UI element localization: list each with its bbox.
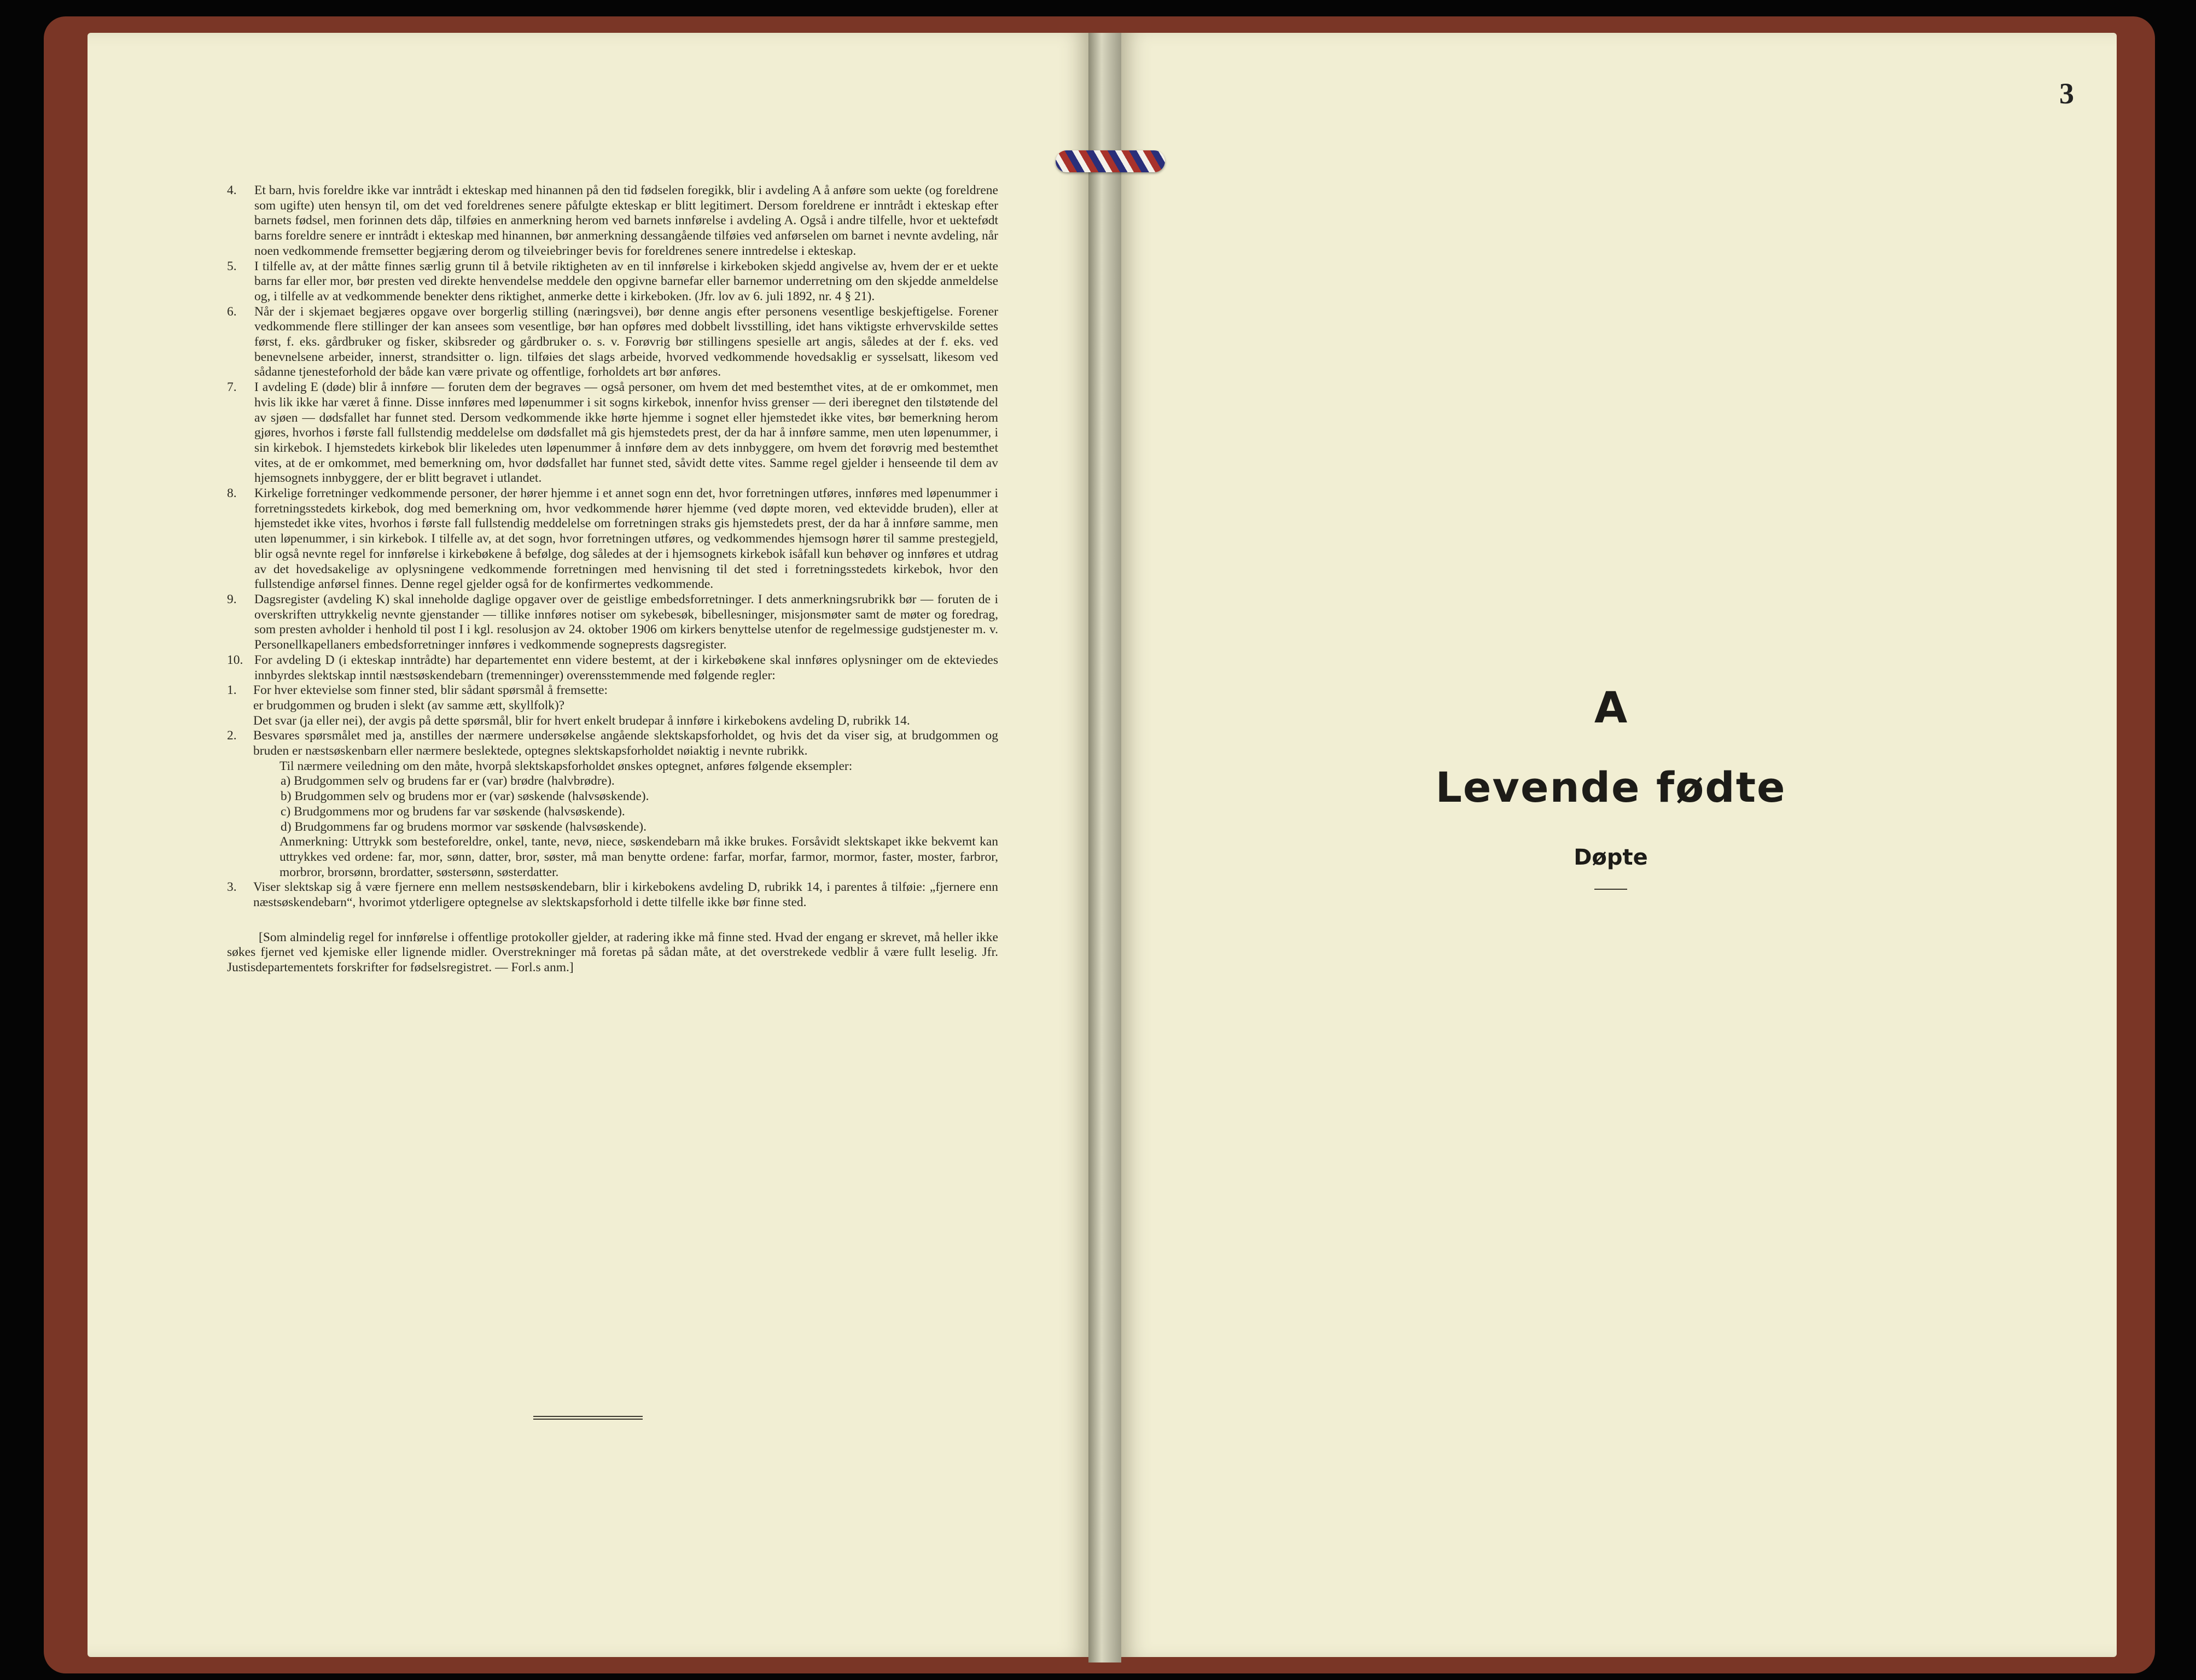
section-letter: A xyxy=(1594,684,1628,733)
example-item: a) Brudgommen selv og brudens far er (var) brødre (halvbrødre). xyxy=(281,774,615,789)
sub-rule-text: Viser slektskap sig å være fjernere enn mellem nestsøskendebarn, blir i kirkebokens avdeling D, rubrikk 14, i parentes å tilføie: „fjernere enn næstsøskendebarn“, hvorimot ytderligere optegnelse av slektskapsforhold i dette tilfelle ikke bør finne sted. xyxy=(253,880,998,910)
rule-item xyxy=(227,259,998,305)
rule-number: 9. xyxy=(227,592,237,606)
rule-item xyxy=(227,486,998,592)
rule-text: Et barn, hvis foreldre ikke var inntrådt i ekteskap med hinannen på den tid fødselen foregikk, blir i avdeling A å anføre som uekte (og foreldrene som ugifte) uten hensyn til, om det ved foreldrenes senere påfulgte ekteskap er blitt legitimert. Dersom foreldrene er inntrådt i ekteskap efter barnets fødsel, men forinnen dets dåp, tilføies en anmerkning herom ved barnets innførelse i avdeling A. Også i andre tilfelle, hvor et uektefødt barns foreldre senere er inntrådt i ekteskap med hinannen, bør anmerkning dessangående tilføies ved anførselen om barnet i nevnte avdeling, når noen vedkommende fremsetter begjæring derom og tilveiebringer bevis for foreldrenes senere inntredelse i ekteskap. xyxy=(254,183,998,258)
rule-number: 6. xyxy=(227,304,237,319)
example-item: b) Brudgommen selv og brudens mor er (var) søskende (halvsøskende). xyxy=(281,789,649,804)
sub-rule-text: Besvares spørsmålet med ja, anstilles der nærmere undersøkelse angående slektskapsforholdet, og hvis det da viser sig, at brudgommen og bruden er næstsøskenbarn eller nærmere beslektede, optegnes slektskapsforholdet nøiaktig i nevnte rubrikk. xyxy=(253,728,998,759)
rule-item xyxy=(227,183,998,259)
rule-text: Når der i skjemaet begjæres opgave over borgerlig stilling (næringsvei), bør denne angis efter personens vesentlige beskjeftigelse. Forener vedkommende flere stillinger der kan ansees som vesentlige, bør han opføres med dobbelt livsstilling, idet hans viktigste erhvervskilde settes først, f. eks. gårdbruker og fisker, skibsreder og gårdbruker o. s. v. Forøvrig bør stillingens spesielle art angis, således at der f. eks. ved benevnelsene arbeider, innerst, strandsitter o. lign. tilføies det slags arbeide, hvorved vedkommende hovedsaklig er sysselsatt, likesom ved sådanne tjenesteforhold der både kan være private og offentlige, forholdets art bør anføres. xyxy=(254,304,998,380)
bookmark-ribbon xyxy=(1056,150,1165,172)
rule-number: 4. xyxy=(227,183,237,197)
rule-item xyxy=(227,592,998,653)
rule-item xyxy=(227,380,998,486)
example-item: c) Brudgommens mor og brudens far var søskende (halvsøskende). xyxy=(281,804,625,819)
rule-text: Kirkelige forretninger vedkommende personer, der hører hjemme i et annet sogn enn det, hvor forretningen utføres, innføres med løpenummer i forretningsstedets kirkebok, dog med bemerkning om, hvor vedkommende hører hjemme (ved døpte moren, ved ektevidde bruden), eller at hjemstedet ikke vites, hvorhos i første fall fullstendig meddelelse om forretningen straks gis hjemstedets prest, der da har å innføre samme, men uten løpenummer, i sin kirkebok. I tilfelle av, at det sogn, hvor forretningen utføres, og vedkommendes hjemsogn hører til samme prestegjeld, blir også nevnte regel for innførelse i kirkebøkene å befølge, dog således at der i hjemsognets kirkebok isåfall kun behøver og innføres et utdrag av det hovedsakelige av oplysningene vedkommende forretningen med henvisning til det sted i forretningsstedets kirkebok, hvor den fullstendige anførsel finnes. Denne regel gjelder også for de konfirmertes vedkommende. xyxy=(254,486,998,592)
rule-item xyxy=(227,653,998,683)
page-number: 3 xyxy=(2059,77,2074,110)
rule-text: I avdeling E (døde) blir å innføre — foruten dem der begraves — også personer, om hvem det med bestemthet vites, at de er omkommet, men hvis lik ikke har været å finne. Disse innføres med løpenummer i sit sogns kirkebok, innenfor hviss grenser — deri iberegnet den tilstøtende del av sjøen — dødsfallet har funnet sted. Dersom vedkommende ikke hørte hjemme i sognet eller hjemstedet ikke vites, bør bemerkning herom gjøres, hvorhos i første fall fullstendig meddelelse om dødsfallet må gis hjemstedets prest, der da har å innføre samme, men uten løpenummer, i sin kirkebok. I hjemstedets kirkebok blir likeledes uten løpenummer å innføre dem av dets innbyggere, om hvem det forøvrig med bestemthet vites, at de er omkommet, med bemerkning om, hvor dødsfallet har funnet sted, såvidt dette vites. Samme regel gjelder i henseende til dem av hjemsognets innbyggere, der er blitt begravet i utlandet. xyxy=(254,380,998,486)
rule-text: I tilfelle av, at der måtte finnes særlig grunn til å betvile riktigheten av en til innførelse i kirkeboken skjedd angivelse av, hvem der er et uekte barns far eller mor, bør presten ved direkte henvendelse meddele den opgivne barnefar eller barnemor underretning om den skjedde anmeldelse og, i tilfelle av at vedkommende benekter dens riktighet, anmerke dette i kirkeboken. (Jfr. lov av 6. juli 1892, nr. 4 § 21). xyxy=(254,259,998,304)
publisher-footnote: [Som almindelig regel for innførelse i offentlige protokoller gjelder, at radering ikke må finne sted. Hvad der engang er skrevet, må heller ikke søkes fjernet ved kjemiske eller lignende midler. Overstrekninger må foretas på sådan måte, at det overstrekede vedblir å være fullt leselig. Jfr. Justisdepartementets forskrifter for fødselsregistret. — Forl.s anm.] xyxy=(227,930,998,975)
sub-rule-1 xyxy=(227,683,998,728)
sub-rule-text: For hver ektevielse som finner sted, blir sådant spørsmål å fremsette: xyxy=(253,683,608,698)
section-subtitle: Døpte xyxy=(1574,845,1648,870)
sub-rule-number: 1. xyxy=(227,683,237,698)
sub-rule-answer: Det svar (ja eller nei), der avgis på dette spørsmål, blir for hvert enkelt brudepar å innføre i kirkebokens avdeling D, rubrikk 14. xyxy=(253,713,910,728)
instructions-text xyxy=(227,183,998,976)
rule-text: For avdeling D (i ekteskap inntrådte) har departementet enn videre bestemt, at der i kirkebøkene skal innføres oplysninger om de ekteviedes innbyrdes slektskap inntil næstsøskendebarn (tremenninger) overensstemmende med følgende regler: xyxy=(254,652,998,682)
section-title: Levende fødte xyxy=(1435,763,1786,812)
text-end-divider xyxy=(533,1416,643,1420)
rule-item xyxy=(227,305,998,381)
sub-rule-number: 2. xyxy=(227,728,237,743)
book-spine xyxy=(1088,33,1121,1662)
example-list xyxy=(253,774,998,835)
sub-rule-2 xyxy=(227,728,998,880)
rule-number: 8. xyxy=(227,486,237,501)
rule-number: 5. xyxy=(227,259,237,273)
sub-rule-3 xyxy=(227,880,998,910)
anmerkning-note: Anmerkning: Uttrykk som besteforeldre, onkel, tante, nevø, niece, søskendebarn må ikke brukes. Forsåvidt slektskapet ikke bekvemt kan uttrykkes ved ordene: far, mor, sønn, datter, bror, søster, må man benytte ordene: farfar, morfar, farmor, mormor, faster, moster, farbror, morbror, brorsønn, brordatter, søstersønn, søsterdatter. xyxy=(279,835,998,879)
rule-number: 10. xyxy=(227,652,243,667)
rule-text: Dagsregister (avdeling K) skal inneholde daglige opgaver over de geistlige embedsforretninger. I dets anmerkningsrubrikk bør — foruten de i overskriften uttrykkelig nevnte gjenstander — tillike innføres notiser om sykebesøk, bibellesninger, misjonsmøter samt de møter og foredrag, som presten avholder i henhold til post I i kgl. resolusjon av 24. oktober 1906 om kirkers benyttelse utenfor de regelmessige gudstjenester m. v. Personellkapellaners embedsforretninger innføres i vedkommende sogneprests dagsregister. xyxy=(254,592,998,652)
rule-number: 7. xyxy=(227,380,237,395)
sub-rule-question: er brudgommen og bruden i slekt (av samme ætt, skyllfolk)? xyxy=(253,698,565,713)
example-item: d) Brudgommens far og brudens mormor var søskende (halvsøskende). xyxy=(281,819,646,834)
sub-rule-guidance: Til nærmere veiledning om den måte, hvorpå slektskapsforholdet ønskes optegnet, anføres følgende eksempler: xyxy=(279,759,853,773)
sub-rule-number: 3. xyxy=(227,880,237,895)
heading-divider xyxy=(1594,889,1627,890)
